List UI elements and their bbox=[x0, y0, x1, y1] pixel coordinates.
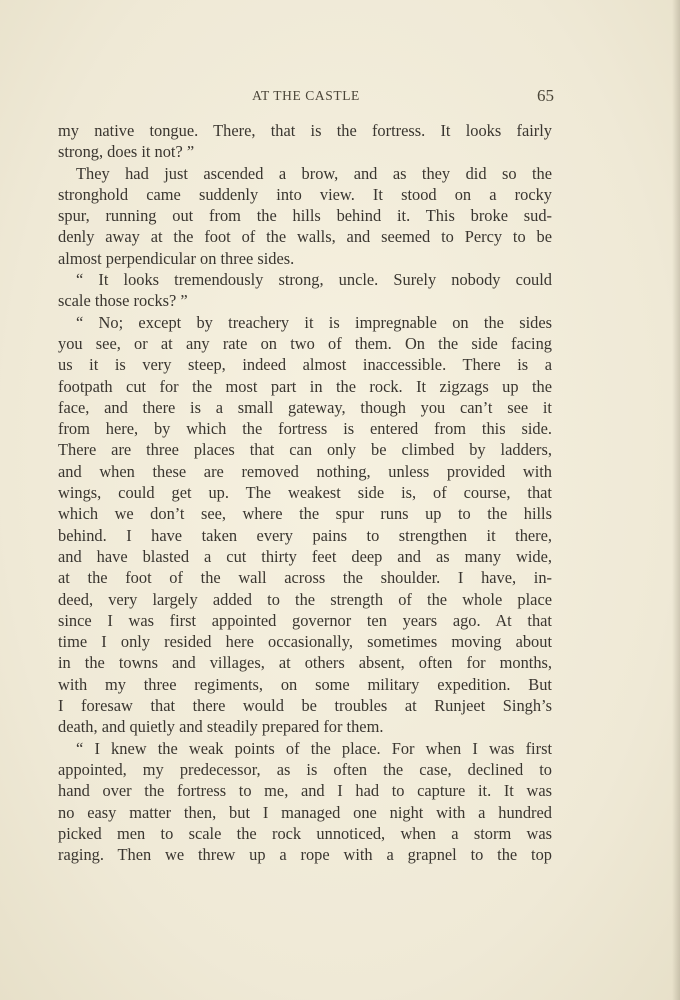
text-line: “ I knew the weak points of the place. For when I was first bbox=[76, 738, 552, 758]
running-head bbox=[58, 86, 554, 108]
text-line: stronghold came suddenly into view. It stood on a rocky bbox=[58, 184, 552, 204]
text-line: “ No; except by treachery it is impregnable on the sides bbox=[76, 312, 552, 332]
text-line: in the towns and villages, at others absent, often for months, bbox=[58, 653, 552, 673]
text-line: deed, very largely added to the strength of the whole place bbox=[58, 589, 552, 609]
text-line: almost perpendicular on three sides. bbox=[58, 248, 295, 268]
text-line: at the foot of the wall across the shoulder. I have, in- bbox=[58, 568, 552, 588]
text-line: There are three places that can only be climbed by ladders, bbox=[58, 440, 552, 460]
text-line: no easy matter then, but I managed one night with a hundred bbox=[58, 802, 552, 822]
text-line: They had just ascended a brow, and as they did so the bbox=[76, 163, 552, 183]
text-line: strong, does it not? ” bbox=[58, 142, 195, 162]
chapter-title: AT THE CASTLE bbox=[252, 88, 360, 103]
text-line: hand over the fortress to me, and I had to capture it. It was bbox=[58, 781, 552, 801]
text-line: with my three regiments, on some military expedition. But bbox=[58, 674, 552, 694]
text-line: picked men to scale the rock unnoticed, when a storm was bbox=[58, 823, 552, 843]
text-line: scale those rocks? ” bbox=[58, 291, 188, 311]
text-line: “ It looks tremendously strong, uncle. Surely nobody could bbox=[76, 270, 552, 290]
text-line: spur, running out from the hills behind it. This broke sud- bbox=[58, 206, 552, 226]
text-line: which we don’t see, where the spur runs up to the hills bbox=[58, 504, 552, 524]
text-line: wings, could get up. The weakest side is, of course, that bbox=[58, 483, 552, 503]
text-line: and when these are removed nothing, unless provided with bbox=[58, 461, 552, 481]
text-line: from here, by which the fortress is entered from this side. bbox=[58, 419, 552, 439]
page-number: 65 bbox=[537, 86, 554, 105]
text-line: raging. Then we threw up a rope with a grapnel to the top bbox=[58, 845, 552, 865]
text-line: death, and quietly and steadily prepared for them. bbox=[58, 717, 384, 737]
text-line: face, and there is a small gateway, though you can’t see it bbox=[58, 397, 552, 417]
text-line: us it is very steep, indeed almost inaccessible. There is a bbox=[58, 355, 552, 375]
text-line: time I only resided here occasionally, sometimes moving about bbox=[58, 632, 552, 652]
text-line: behind. I have taken every pains to strengthen it there, bbox=[58, 525, 552, 545]
text-line: footpath cut for the most part in the rock. It zigzags up the bbox=[58, 376, 552, 396]
text-line: my native tongue. There, that is the fortress. It looks fairly bbox=[58, 121, 552, 140]
body-text bbox=[58, 120, 552, 865]
text-line: denly away at the foot of the walls, and seemed to Percy to be bbox=[58, 227, 552, 247]
text-line: and have blasted a cut thirty feet deep and as many wide, bbox=[58, 546, 552, 566]
text-line: you see, or at any rate on two of them. On the side facing bbox=[58, 333, 552, 353]
text-line: since I was first appointed governor ten years ago. At that bbox=[58, 610, 552, 630]
text-line: appointed, my predecessor, as is often the case, declined to bbox=[58, 759, 552, 779]
page-edge-shadow bbox=[672, 0, 680, 1000]
text-line: I foresaw that there would be troubles at Runjeet Singh’s bbox=[58, 696, 552, 716]
